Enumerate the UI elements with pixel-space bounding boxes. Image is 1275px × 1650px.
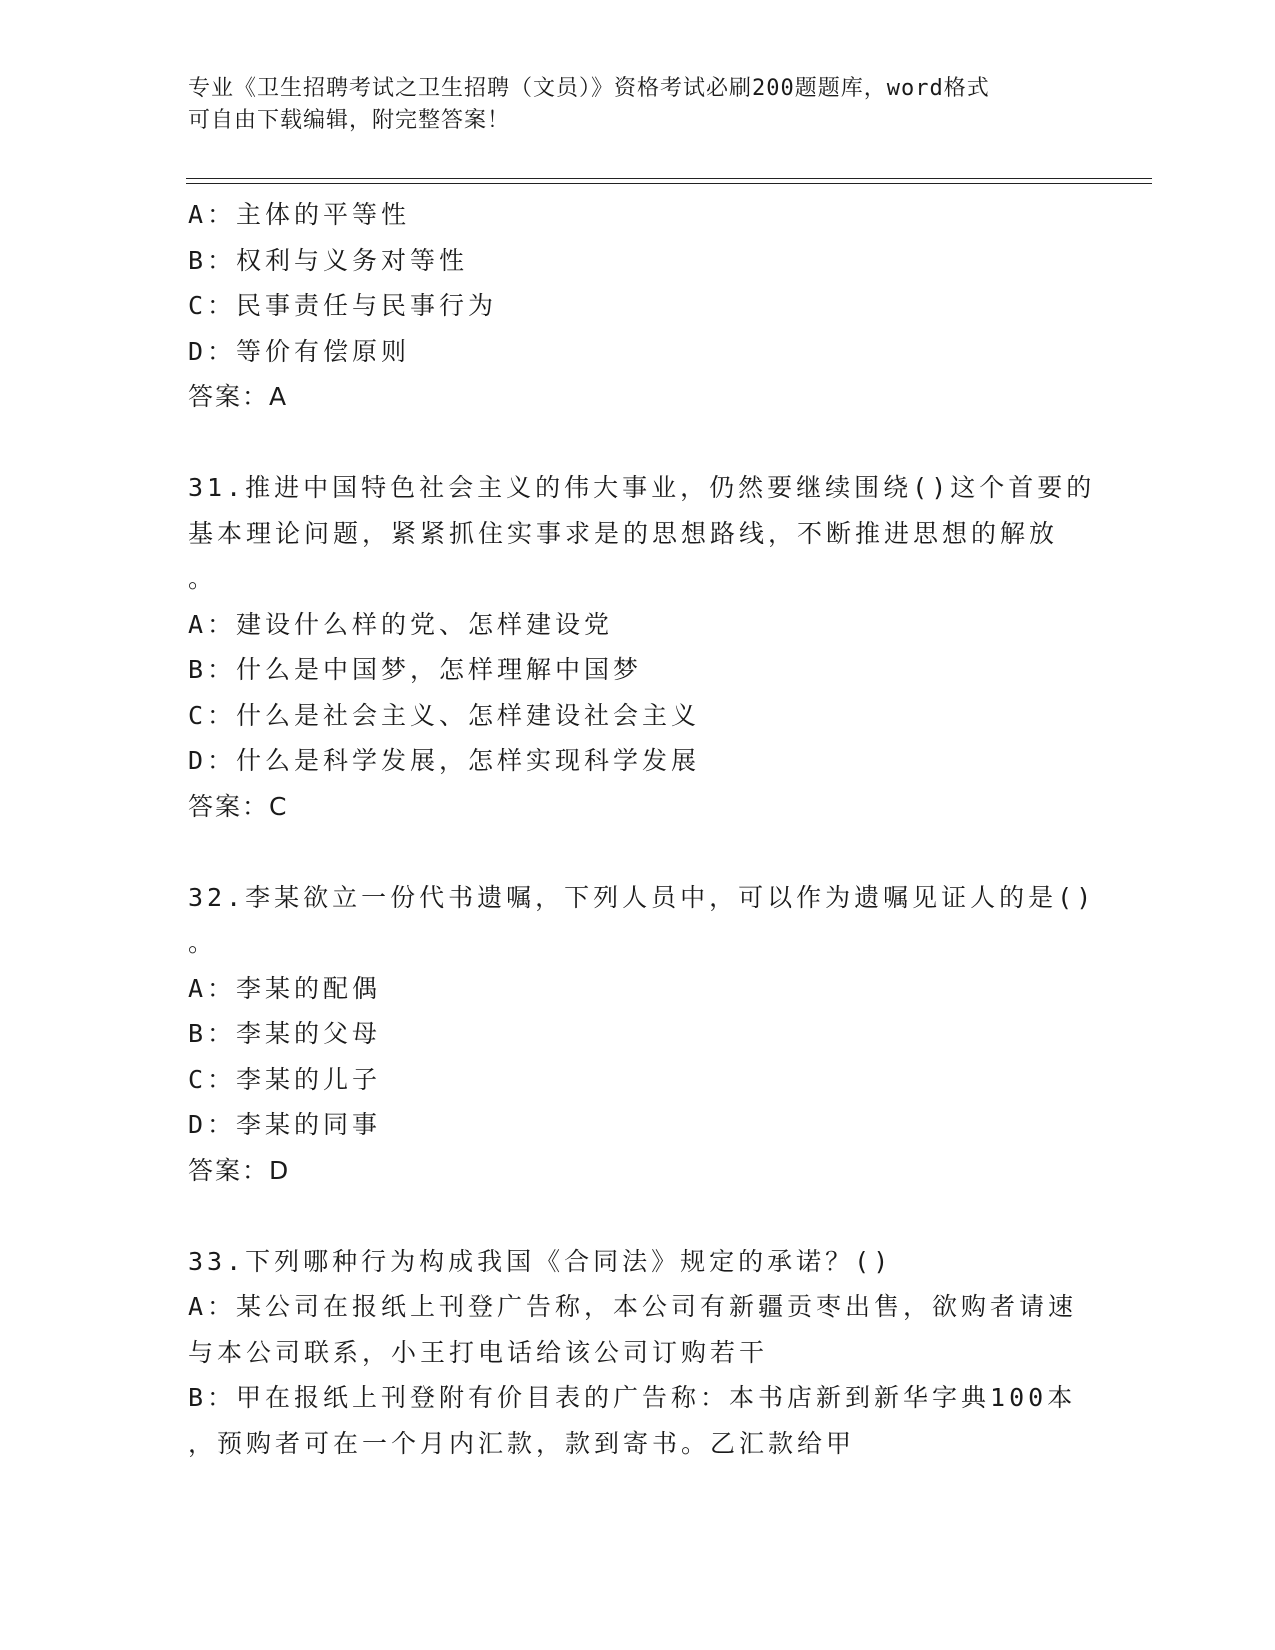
option-c: C：民事责任与民事行为 xyxy=(188,291,498,320)
option-a-continued: 与本公司联系，小王打电话给该公司订购若干 xyxy=(188,1337,769,1367)
question-stem: 31.推进中国特色社会主义的伟大事业，仍然要继续围绕()这个首要的 xyxy=(188,473,1096,502)
answer-label: 答案：C xyxy=(188,791,289,821)
option-a: A：建设什么样的党、怎样建设党 xyxy=(188,609,614,639)
question-stem: 。 xyxy=(188,564,218,593)
spacer xyxy=(188,420,1068,466)
option-b-continued: ，预购者可在一个月内汇款，款到寄书。乙汇款给甲 xyxy=(188,1428,856,1458)
option-b: B：什么是中国梦，怎样理解中国梦 xyxy=(188,655,643,684)
spacer xyxy=(188,829,1068,875)
header-line-2: 可自由下载编辑，附完整答案！ xyxy=(188,108,511,133)
document-header xyxy=(188,73,1068,137)
option-a: A：某公司在报纸上刊登广告称，本公司有新疆贡枣出售，欲购者请速 xyxy=(188,1292,1078,1321)
question-stem: 。 xyxy=(188,928,218,957)
spacer xyxy=(188,1193,1068,1239)
answer-label: 答案：D xyxy=(188,1155,291,1185)
header-divider-top xyxy=(186,178,1152,179)
question-30 xyxy=(188,192,1068,420)
option-d: D：等价有偿原则 xyxy=(188,336,411,366)
header-divider-bottom xyxy=(186,183,1152,184)
option-a: A：主体的平等性 xyxy=(188,200,411,229)
header-line-1: 专业《卫生招聘考试之卫生招聘（文员）》资格考试必刷200题题库，word格式 xyxy=(188,76,990,101)
option-b: B：甲在报纸上刊登附有价目表的广告称：本书店新到新华字典100本 xyxy=(188,1383,1077,1412)
question-list xyxy=(188,192,1096,1466)
option-c: C：李某的儿子 xyxy=(188,1064,382,1094)
option-a: A：李某的配偶 xyxy=(188,973,382,1003)
option-b: B：权利与义务对等性 xyxy=(188,245,469,275)
question-31 xyxy=(188,465,1096,829)
question-stem: 33.下列哪种行为构成我国《合同法》规定的承诺？() xyxy=(188,1246,893,1276)
question-32 xyxy=(188,875,1096,1194)
question-33 xyxy=(188,1239,1078,1467)
option-b: B：李某的父母 xyxy=(188,1019,382,1048)
question-stem: 基本理论问题，紧紧抓住实事求是的思想路线，不断推进思想的解放 xyxy=(188,518,1059,548)
option-d: D：什么是科学发展，怎样实现科学发展 xyxy=(188,746,701,775)
question-stem: 32.李某欲立一份代书遗嘱，下列人员中，可以作为遗嘱见证人的是() xyxy=(188,882,1096,912)
option-c: C：什么是社会主义、怎样建设社会主义 xyxy=(188,700,701,730)
answer-label: 答案：A xyxy=(188,382,289,411)
option-d: D：李某的同事 xyxy=(188,1110,382,1139)
